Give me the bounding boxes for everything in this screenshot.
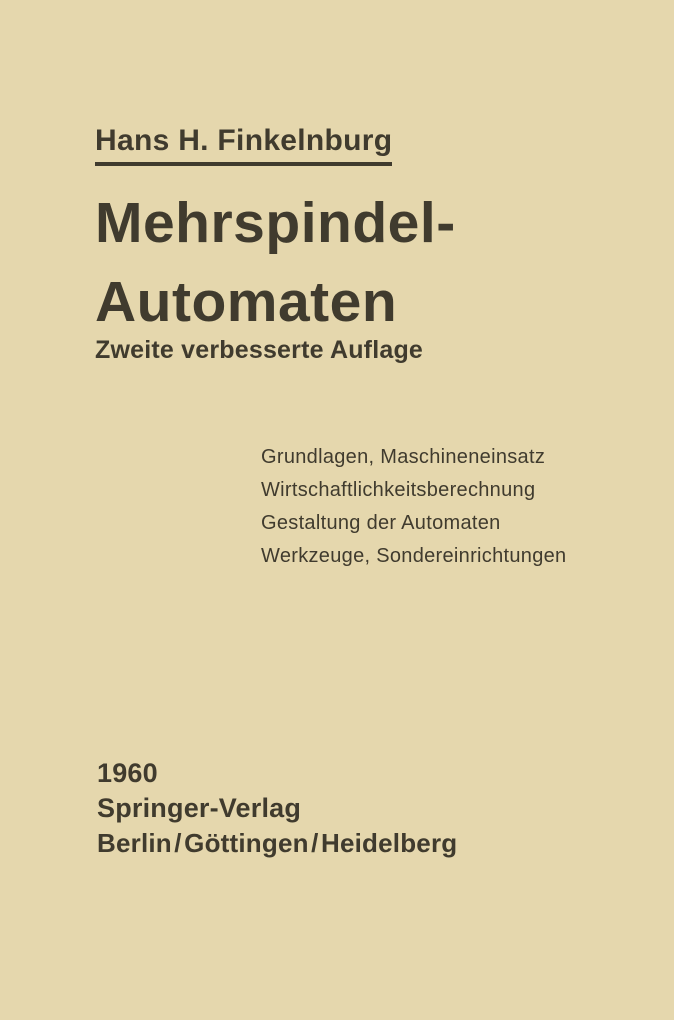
book-title-line-2: Automaten bbox=[95, 270, 398, 334]
subject-line: Werkzeuge, Sondereinrichtungen bbox=[261, 545, 567, 567]
book-title bbox=[95, 184, 456, 342]
edition-note: Zweite verbesserte Auflage bbox=[95, 336, 424, 364]
subject-line: Grundlagen, Maschineneinsatz bbox=[261, 446, 546, 468]
publisher-name: Springer-Verlag bbox=[97, 793, 302, 823]
author-name: Hans H. Finkelnburg bbox=[95, 124, 392, 166]
book-title-line-1: Mehrspindel- bbox=[95, 191, 456, 255]
publication-year: 1960 bbox=[97, 758, 158, 788]
imprint-block bbox=[97, 756, 457, 861]
subject-line: Wirtschaftlichkeitsberechnung bbox=[261, 479, 536, 501]
subject-list bbox=[261, 441, 566, 573]
publisher-cities: Berlin / Göttingen / Heidelberg bbox=[97, 828, 458, 858]
subject-line: Gestaltung der Automaten bbox=[261, 512, 501, 534]
